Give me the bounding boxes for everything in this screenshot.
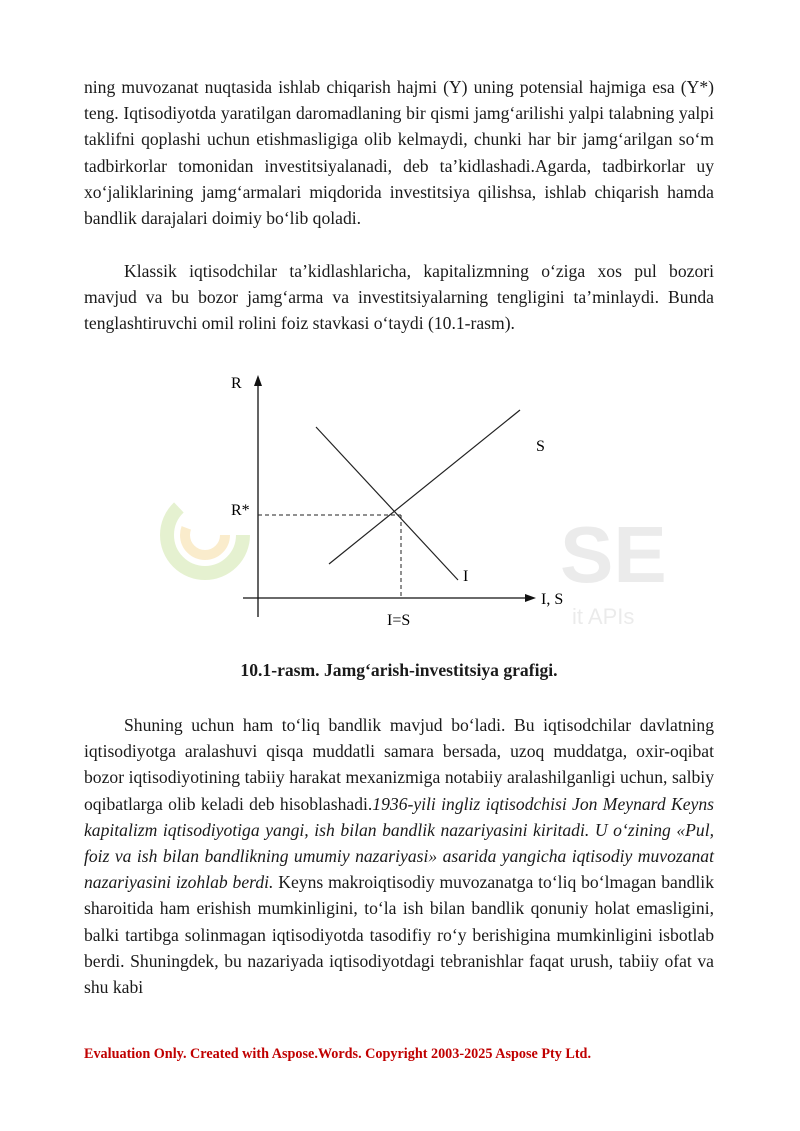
paragraph-3 bbox=[84, 712, 714, 1000]
equilibrium-rate-label: R* bbox=[231, 502, 250, 519]
paragraph-1: ning muvozanat nuqtasida ishlab chiqarish hajmi (Y) uning potensial hajmiga esa (Y*) teng. Iqtisodiyotda yaratilgan daromadlaning bir qismi jamg‘arilishi yalpi talabning yalpi taklifni qoplashi uchun etishmasligiga olib kelmaydi, chunki har bir jamg‘arilgan so‘m tadbirkorlar tomonidan investitsiyalanadi, deb ta’kidlashadi.Agarda, tadbirkorlar uy xo‘jaliklarining jamg‘armalari miqdorida investitsiya qilishsa, ishlab chiqarish hamda bandlik darajalari doimiy bo‘lib qoladi. bbox=[84, 77, 714, 229]
evaluation-footer: Evaluation Only. Created with Aspose.Words. Copyright 2003-2025 Aspose Pty Ltd. bbox=[84, 1046, 591, 1062]
x-axis-arrow-icon bbox=[525, 594, 536, 602]
series-label-i: I bbox=[463, 568, 469, 585]
series-label-s: S bbox=[536, 438, 545, 455]
y-axis-arrow-icon bbox=[254, 375, 262, 386]
watermark-letters: SE bbox=[560, 510, 667, 599]
paragraph-3-part-c: Keyns makroiqtisodiy muvozanatga to‘liq bo‘lmagan bandlik sharoitida ham erishish mumkinligini, to‘la ish bilan bandlik qonuniy holat emasligini, balki tartibga solinmagan iqtisodiyotda tasodifiy ro‘y berishigina mumkinligini isbotlab berdi. Shuningdek, bu nazariyada iqtisodiyotdagi tebranishlar faqat urush, tabiiy ofat va shu kabi bbox=[84, 872, 714, 998]
equilibrium-quantity-label: I=S bbox=[387, 612, 411, 629]
paragraph-3-italic: 1936-yili ingliz iqtisodchisi Jon Meynard Keyns kapitalizm iqtisodiyotiga yangi, ish bilan bandlik nazariyasini kiritadi. U o‘zining «Pul, foiz va ish bilan bandlikning umumiy nazariyasi» asarida yangicha iqtisodiy muvozanat nazariyasini izohlab berdi. bbox=[84, 793, 714, 893]
watermark-sub: it APIs bbox=[572, 604, 635, 629]
savings-curve-s bbox=[329, 410, 520, 564]
x-axis-label: I, S bbox=[541, 591, 564, 608]
y-axis-label: R bbox=[231, 375, 242, 392]
figure-caption: 10.1-rasm. Jamg‘arish-investitsiya grafigi. bbox=[240, 660, 558, 680]
paragraph-2: Klassik iqtisodchilar ta’kidlashlaricha, kapitalizmning o‘ziga xos pul bozori mavjud va bu bozor jamg‘arma va investitsiyalarning tengligini ta’minlaydi. Bunda tenglashtiruvchi omil rolini foiz stavkasi o‘taydi (10.1-rasm). bbox=[84, 261, 714, 334]
paragraph-3-part-a: Shuning uchun ham to‘liq bandlik mavjud bo‘ladi. Bu iqtisodchilar davlatning iqtisodiyotga aralashuvi qisqa muddatli samara bersada, uzoq muddatga, oxir-oqibat bozor iqtisodiyotining tabiiy harakat mexanizmiga notabiiy aralashilganligi uchun, salbiy oqibatlarga olib keladi deb hisoblashadi. bbox=[84, 715, 714, 814]
